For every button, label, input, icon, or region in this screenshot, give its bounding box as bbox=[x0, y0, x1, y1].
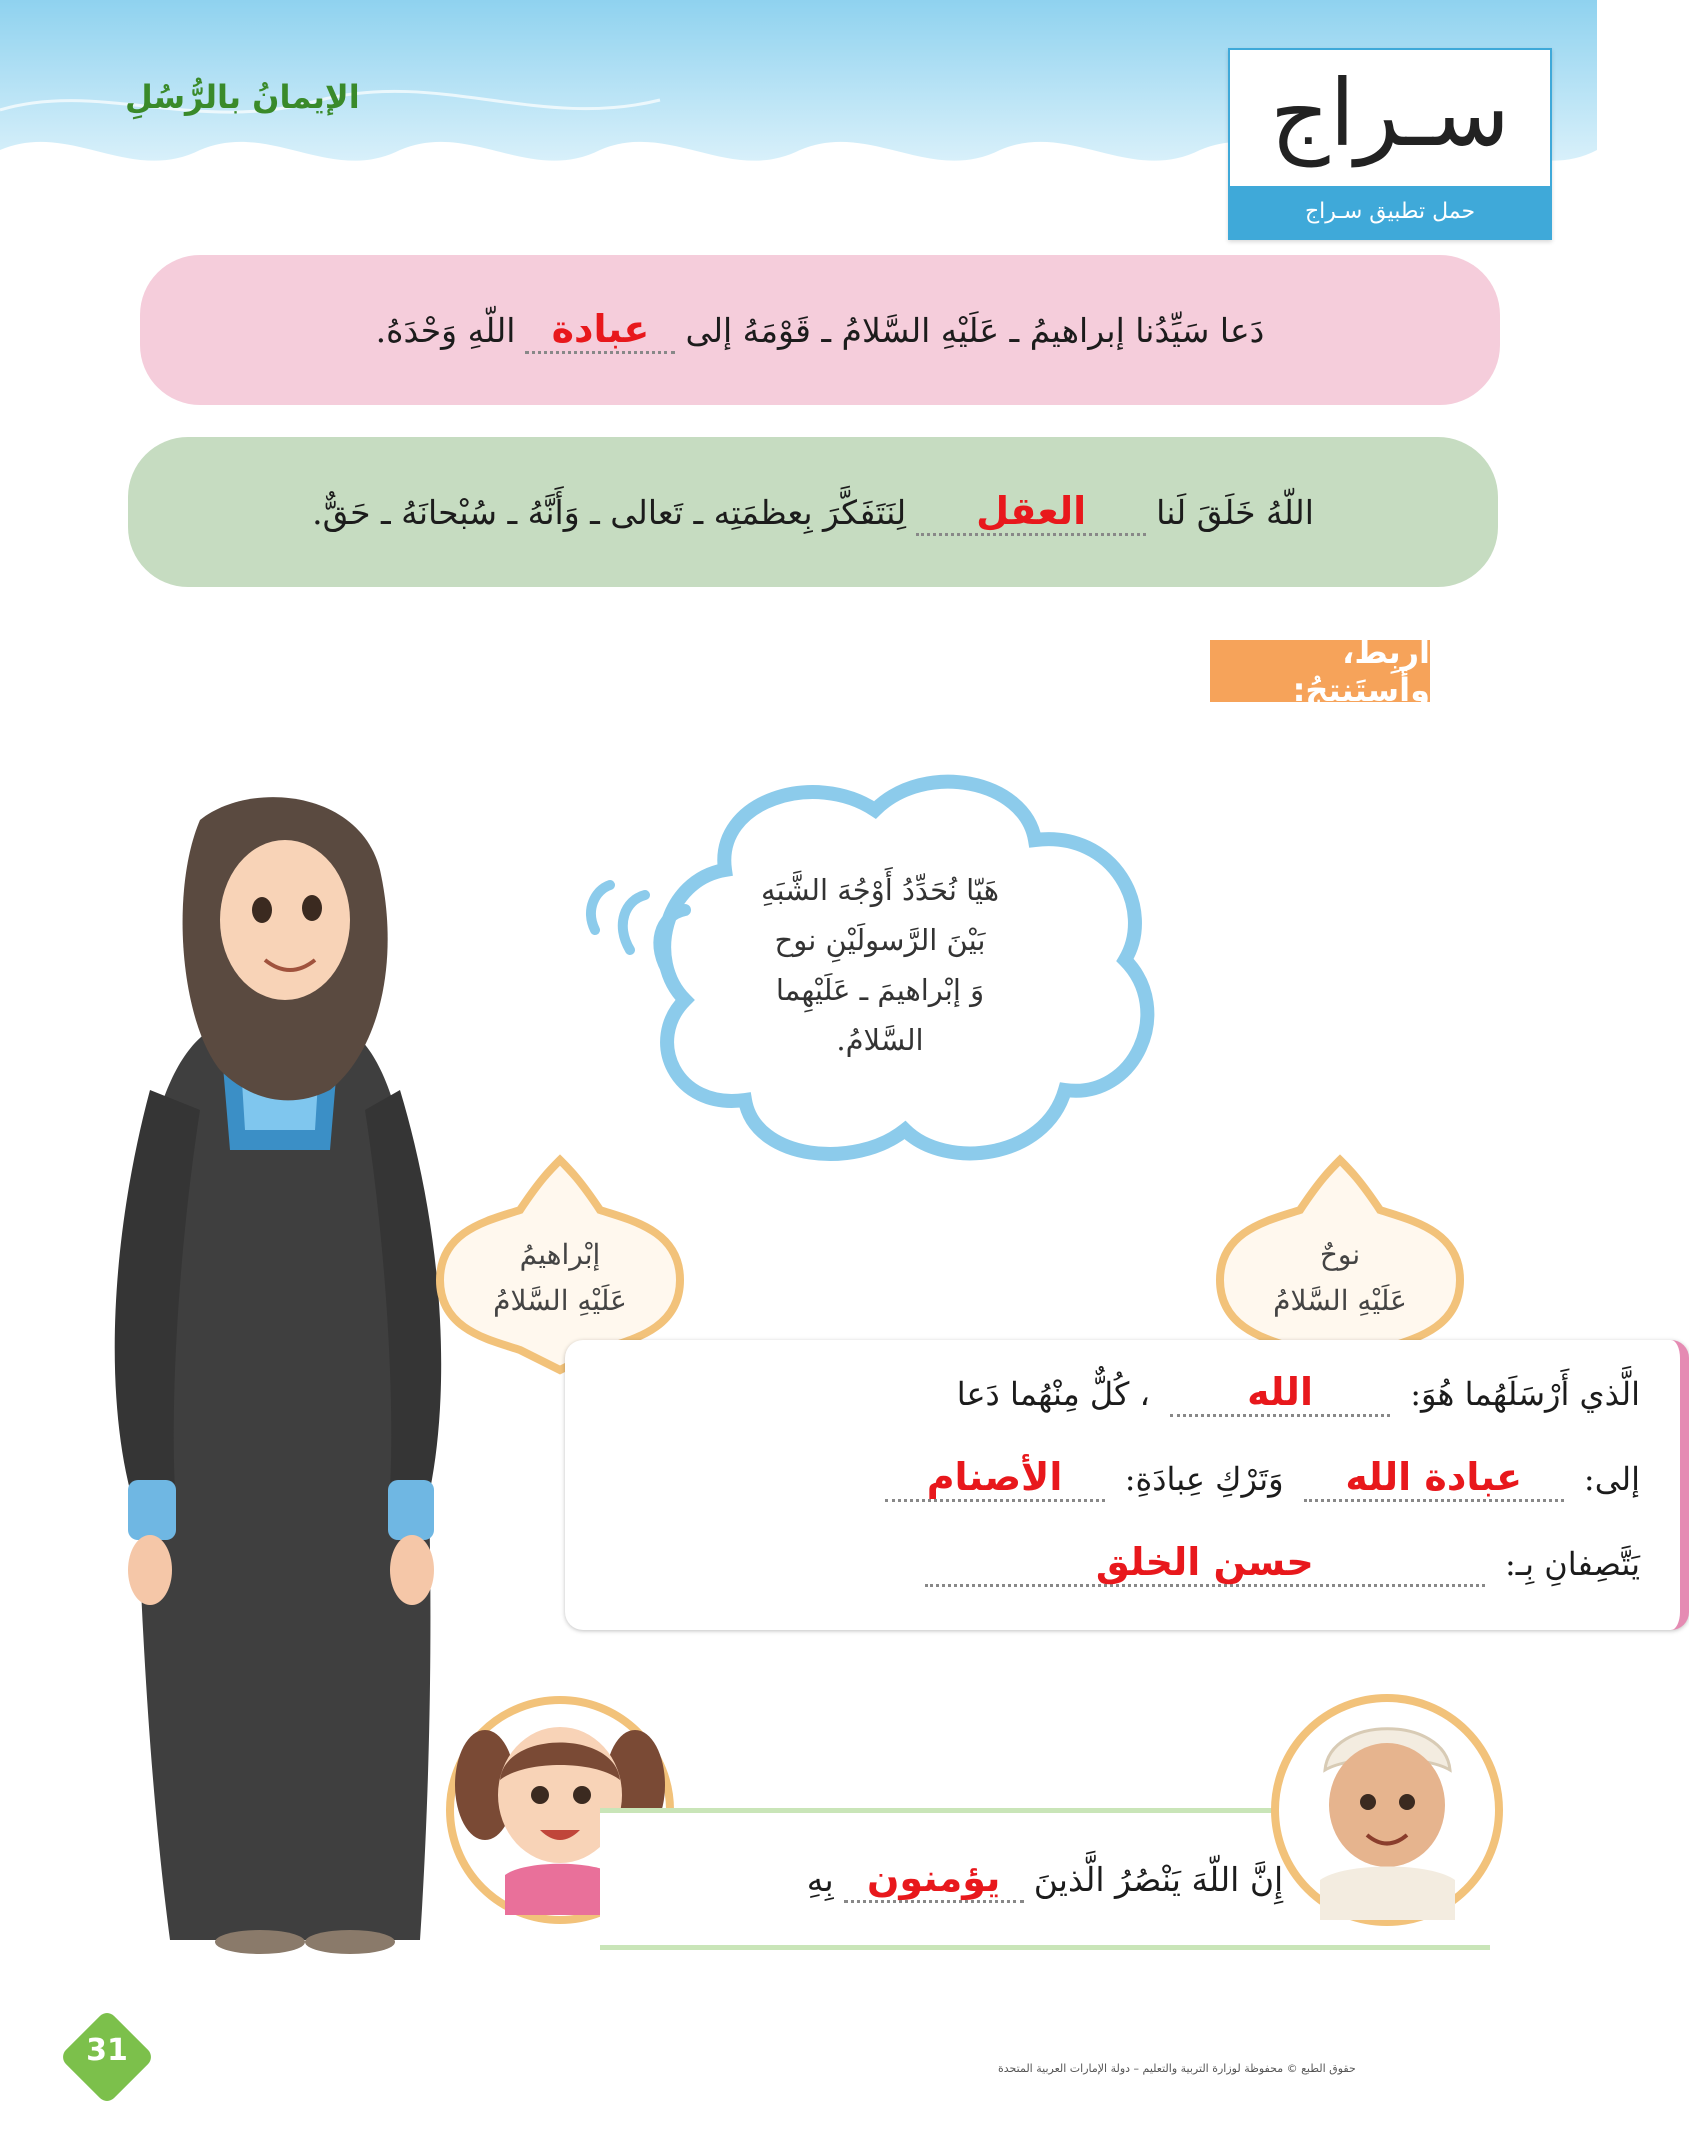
card-line-2 bbox=[875, 1455, 1640, 1502]
chapter-title: الإيمانُ بالرُّسُلِ bbox=[125, 78, 360, 116]
sentence-pill-1 bbox=[140, 255, 1500, 405]
badge-ibrahim-salam: عَلَيْهِ السَّلامُ bbox=[493, 1284, 627, 1317]
card-line-2-blank-1[interactable] bbox=[1304, 1455, 1564, 1502]
comparison-card bbox=[565, 1340, 1689, 1630]
siraj-logo bbox=[1228, 48, 1552, 240]
logo-caption: حمل تطبيق سـراج bbox=[1230, 186, 1550, 238]
card-line-2-answer-1: عبادة الله bbox=[1345, 1455, 1523, 1499]
verse-part2: بِهِ bbox=[806, 1859, 834, 1899]
logo-word: سـراج bbox=[1270, 60, 1510, 167]
verse-blank[interactable] bbox=[844, 1856, 1024, 1903]
verse-answer: يؤمنون bbox=[866, 1855, 1001, 1900]
teacher-illustration bbox=[90, 790, 470, 1960]
card-line-2-blank-2[interactable] bbox=[885, 1455, 1105, 1502]
card-line-3-part1: يَتَّصِفانِ بِـ: bbox=[1505, 1545, 1640, 1583]
cloud-line: السَّلامُ. bbox=[836, 1023, 924, 1057]
sentence-2-answer: العقل bbox=[976, 488, 1087, 533]
card-line-2-part2: وَتَرْكِ عِبادَةِ: bbox=[1124, 1460, 1284, 1498]
sentence-1-answer: عبادة bbox=[551, 306, 650, 351]
cloud-line: هَيّا نُحَدِّدُ أَوْجُهَ الشَّبَهِ bbox=[760, 873, 1000, 907]
card-line-1 bbox=[957, 1370, 1640, 1417]
card-line-2-answer-2: الأصنام bbox=[926, 1455, 1063, 1499]
card-line-2-part1: إلى: bbox=[1583, 1460, 1640, 1498]
sentence-1-part1: دَعا سَيِّدُنا إبراهيمُ ـ عَلَيْهِ السَّلامُ ـ قَوْمَهُ إلى bbox=[685, 310, 1265, 350]
verse-part1: إِنَّ اللّهَ يَنْصُرُ الَّذينَ bbox=[1033, 1859, 1284, 1899]
card-line-3 bbox=[915, 1540, 1640, 1587]
page-number: 31 bbox=[86, 2033, 128, 2068]
badge-ibrahim-text bbox=[420, 1232, 700, 1324]
badge-ibrahim bbox=[420, 1160, 700, 1370]
card-line-3-answer: حسن الخلق bbox=[1095, 1540, 1314, 1584]
badge-nuh-name: نوحٌ bbox=[1319, 1238, 1361, 1271]
card-line-1-part1: الَّذي أَرْسَلَهُما هُوَ: bbox=[1410, 1375, 1640, 1413]
section-tag: أربِطُ، وأستَنتِجُ: bbox=[1210, 640, 1430, 702]
sentence-2-blank[interactable] bbox=[916, 489, 1146, 536]
badge-nuh-text bbox=[1200, 1232, 1480, 1324]
sentence-1-part2: اللّهِ وَحْدَهُ. bbox=[375, 310, 516, 350]
card-line-1-blank[interactable] bbox=[1170, 1370, 1390, 1417]
sentence-pill-2 bbox=[128, 437, 1498, 587]
cloud-line: بَيْنَ الرَّسولَيْنِ نوح bbox=[774, 923, 986, 957]
cloud-text bbox=[680, 865, 1080, 1065]
sentence-2-part1: اللّهُ خَلَقَ لَنا bbox=[1156, 492, 1314, 532]
card-line-3-blank[interactable] bbox=[925, 1540, 1485, 1587]
card-line-1-part2: ، كُلٌّ مِنْهُما دَعا bbox=[956, 1375, 1150, 1413]
badge-ibrahim-name: إبْراهيمُ bbox=[519, 1238, 601, 1271]
page-number-badge bbox=[55, 2005, 159, 2109]
boy-avatar bbox=[1265, 1690, 1510, 1930]
copyright-text: حقوق الطبع © محفوظة لوزارة التربية والتعليم – دولة الإمارات العربية المتحدة bbox=[998, 2062, 1356, 2075]
badge-nuh bbox=[1200, 1160, 1480, 1370]
card-line-1-answer: الله bbox=[1247, 1370, 1313, 1414]
cloud-line: وَ إبْراهيمَ ـ عَلَيْهِما bbox=[775, 973, 985, 1007]
sentence-1-blank[interactable] bbox=[525, 307, 675, 354]
sentence-2-part2: لِنَتَفَكَّرَ بِعظمَتِه ـ تَعالى ـ وَأَنَّهُ ـ سُبْحانَهُ ـ حَقٌّ. bbox=[312, 492, 907, 532]
badge-nuh-salam: عَلَيْهِ السَّلامُ bbox=[1273, 1284, 1407, 1317]
